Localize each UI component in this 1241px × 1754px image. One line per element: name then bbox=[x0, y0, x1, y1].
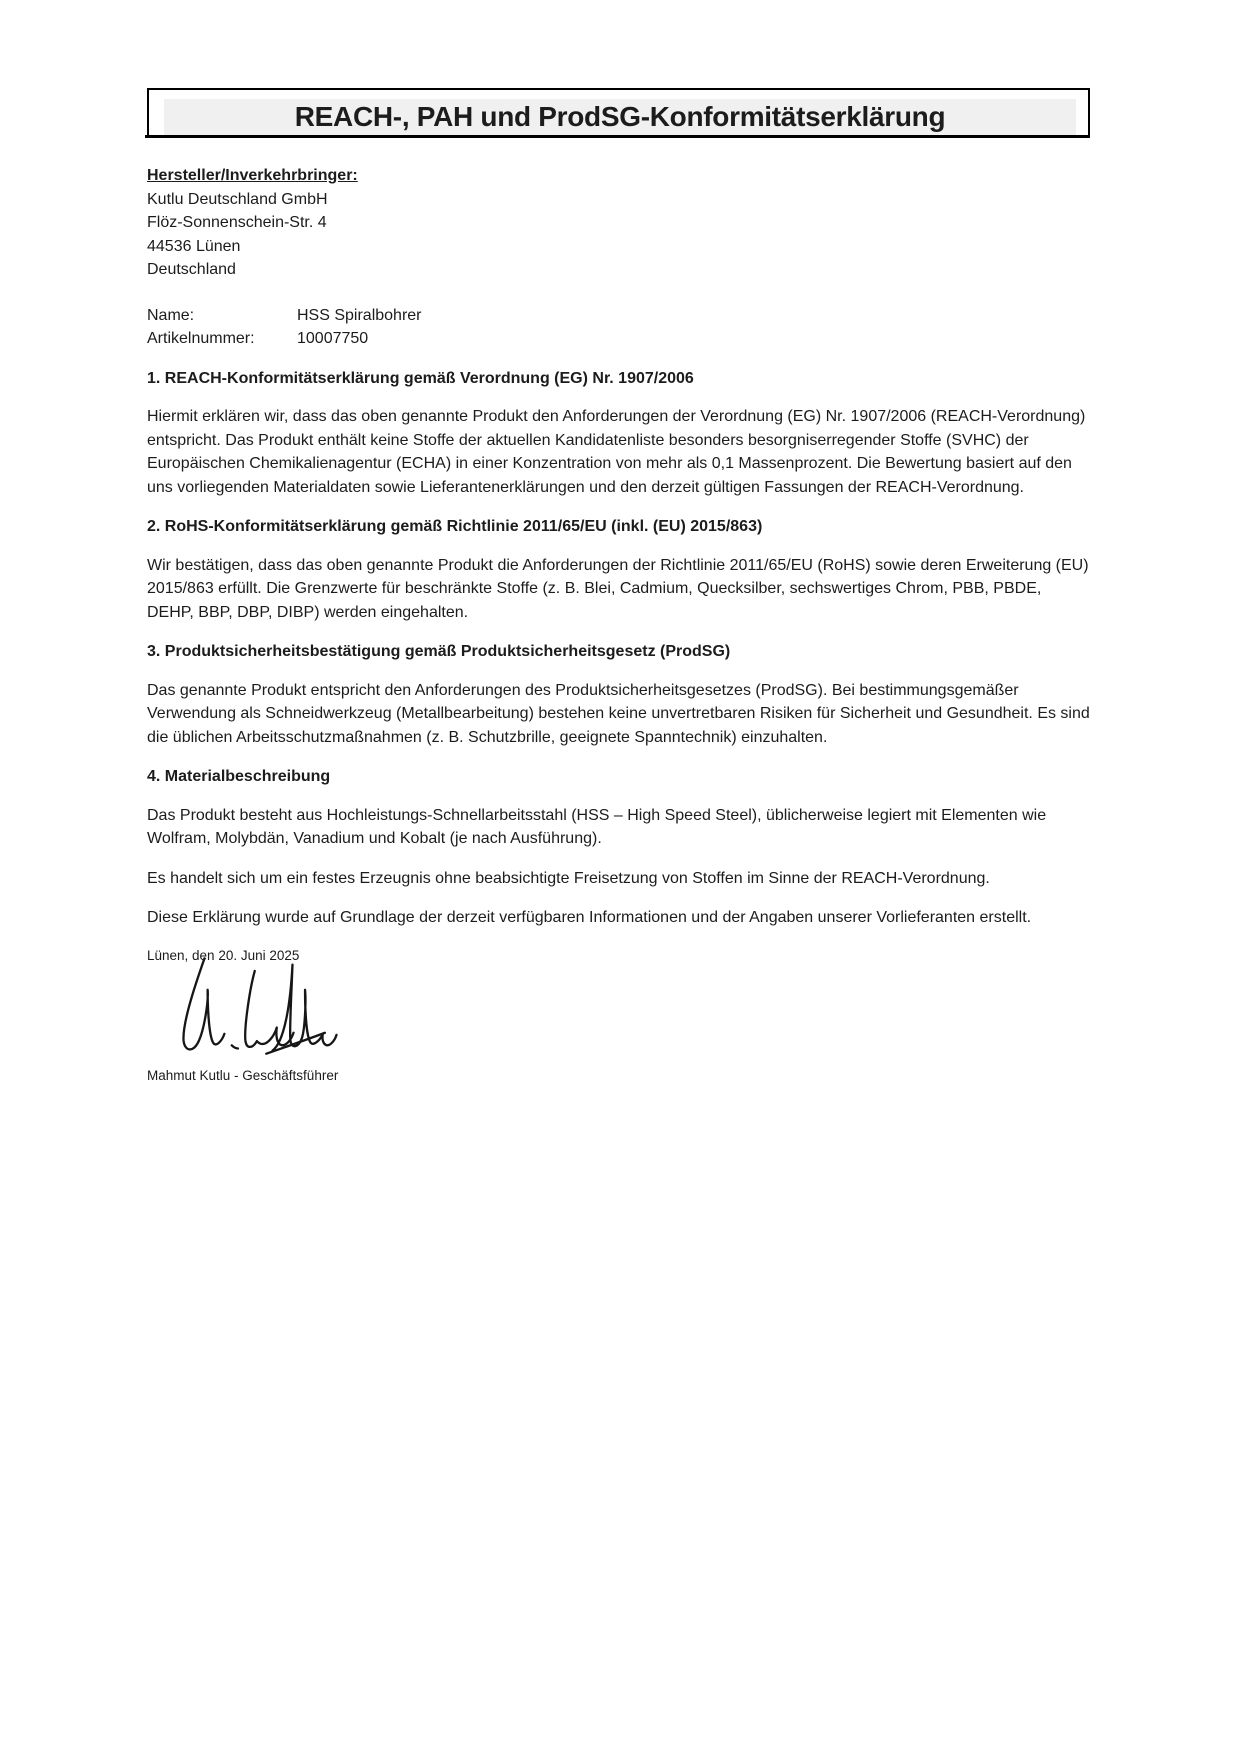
manufacturer-heading: Hersteller/Inverkehrbringer: bbox=[147, 167, 358, 184]
section-prodsg-heading: 3. Produktsicherheitsbestätigung gemäß Produktsicherheitsgesetz (ProdSG) bbox=[147, 643, 731, 660]
product-block bbox=[147, 304, 1090, 351]
section-prodsg-paragraph: Das genannte Produkt entspricht den Anforderungen des Produktsicherheitsgesetzes (ProdSG). Bei bestimmungsgemäßer Verwendung als Schneidwerkzeug (Metallbearbeitung) bestehen keine unvertretbaren Risiken für Sicherheit und Gesundheit. Es sind die üblichen Arbeitsschutzmaßnahmen (z. B. Schutzbrille, geeignete Spanntechnik) einzuhalten. bbox=[147, 681, 1090, 746]
product-number-label: Artikelnummer: bbox=[147, 330, 255, 347]
product-name-row bbox=[147, 304, 1090, 328]
section-material-paragraph-2: Es handelt sich um ein festes Erzeugnis ohne beabsichtigte Freisetzung von Stoffen im Sinne der REACH-Verordnung. bbox=[147, 869, 990, 887]
section-material-paragraph-1: Das Produkt besteht aus Hochleistungs-Schnellarbeitsstahl (HSS – High Speed Steel), üblicherweise legiert mit Elementen wie Wolfram, Molybdän, Vanadium und Kobalt (je nach Ausführung). bbox=[147, 806, 1047, 847]
section-material-heading: 4. Materialbeschreibung bbox=[147, 768, 331, 785]
section-reach-heading: 1. REACH-Konformitätserklärung gemäß Verordnung (EG) Nr. 1907/2006 bbox=[147, 369, 694, 387]
section-rohs-paragraph: Wir bestätigen, dass das oben genannte Produkt die Anforderungen der Richtlinie 2011/65/EU (RoHS) sowie deren Erweiterung (EU) 2015/863 erfüllt. Die Grenzwerte für beschränkte Stoffe (z. B. Blei, Cadmium, Quecksilber, sechswertiges Chrom, PBB, PBDE, DEHP, BBP, DBP, DIBP) werden eingehalten. bbox=[147, 556, 1089, 621]
manufacturer-block bbox=[147, 164, 1090, 282]
section-prodsg bbox=[147, 640, 1090, 749]
manufacturer-country: Deutschland bbox=[147, 261, 236, 278]
section-rohs-heading: 2. RoHS-Konformitätserklärung gemäß Richtlinie 2011/65/EU (inkl. (EU) 2015/863) bbox=[147, 518, 763, 535]
section-reach-paragraph: Hiermit erklären wir, dass das oben genannte Produkt den Anforderungen der Verordnung (EG) Nr. 1907/2006 (REACH-Verordnung) entspricht. Das Produkt enthält keine Stoffe der aktuellen Kandidatenliste besonders besorgniserregender Stoffe (SVHC) der Europäischen Chemikalienagentur (ECHA) in einer Konzentration von mehr als 0,1 Massenprozent. Die Bewertung basiert auf den uns vorliegenden Materialdaten sowie Lieferantenerklärungen und den derzeit gültigen Fassungen der REACH-Verordnung. bbox=[147, 408, 1086, 496]
product-name-label: Name: bbox=[147, 306, 195, 324]
manufacturer-city: 44536 Lünen bbox=[147, 237, 241, 255]
section-material bbox=[147, 765, 1090, 890]
section-rohs bbox=[147, 515, 1090, 624]
closing-statement: Diese Erklärung wurde auf Grundlage der derzeit verfügbaren Informationen und der Angaben unserer Vorlieferanten erstellt. bbox=[147, 909, 1032, 926]
title-box-shading bbox=[164, 99, 1076, 135]
section-reach bbox=[147, 367, 1090, 500]
signature-block bbox=[147, 946, 1090, 1086]
product-number-row bbox=[147, 327, 1090, 351]
product-number-value: 10007750 bbox=[297, 330, 369, 347]
product-name-value: HSS Spiralbohrer bbox=[297, 306, 422, 324]
handwritten-signature-icon bbox=[155, 950, 365, 1060]
title-box bbox=[147, 88, 1090, 138]
manufacturer-street: Flöz-Sonnenschein-Str. 4 bbox=[147, 214, 327, 231]
manufacturer-name: Kutlu Deutschland GmbH bbox=[147, 190, 328, 208]
signer-name-title: Mahmut Kutlu - Geschäftsführer bbox=[147, 1067, 339, 1083]
place-date: Lünen, den 20. Juni 2025 bbox=[147, 947, 300, 963]
page-title: REACH-, PAH und ProdSG-Konformitätserklärung bbox=[294, 101, 946, 132]
document-content bbox=[147, 88, 1090, 1086]
